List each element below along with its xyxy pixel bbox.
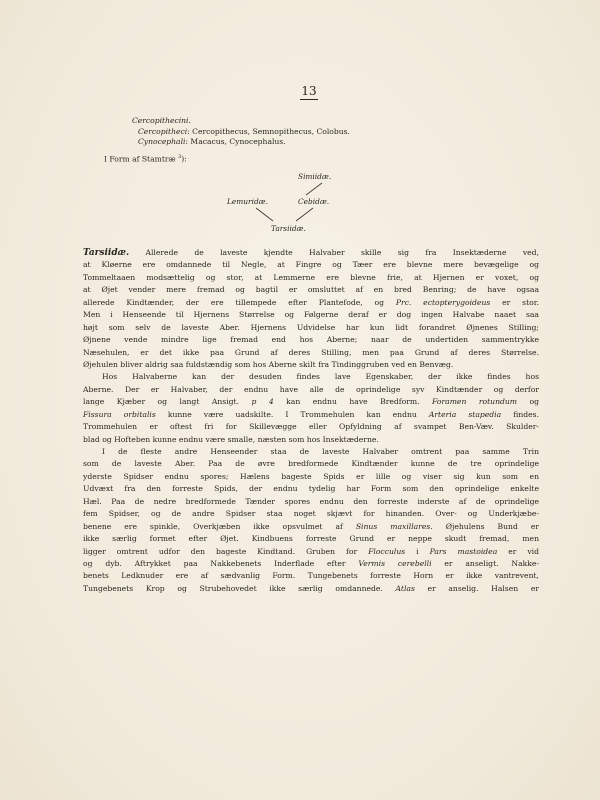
classification-group [132, 127, 350, 138]
text-line [83, 421, 539, 433]
text-run: blad og Hofteben kunne endnu være smalle, næsten som hos Insektæderne. [83, 434, 379, 444]
text-run: findes. [501, 409, 540, 419]
text-run: Hos Halvaberne kan der desuden findes lave Egenskaber, der ikke findes hos [102, 372, 539, 382]
text-run: og [517, 397, 540, 407]
tree-intro-text: I Form af Stamtræ [104, 154, 176, 164]
text-line [83, 483, 539, 495]
text-line [83, 570, 539, 582]
text-line [83, 496, 539, 508]
text-line [83, 471, 539, 483]
text-run: og dyb. Aftrykket paa Nakkebenets Inderflade efter [83, 558, 359, 568]
text-run: Øjehulen bliver aldrig saa fuldstændig som hos Aberne skilt fra Tindinggruben ved en Benvæg. [83, 359, 454, 369]
classification-tribe: Cercopithecini. [132, 116, 191, 125]
text-line [83, 396, 539, 408]
text-line [83, 309, 539, 321]
text-line [83, 434, 539, 446]
latin-term: Sinus maxillares [355, 521, 431, 531]
text-line [83, 446, 539, 458]
group-members: : Cercopithecus, Semnopithecus, Colobus. [187, 126, 350, 136]
branch-lemuridae-tarsiidae [256, 208, 273, 221]
text-run: at Kløerne ere omdannede til Negle, at Fingre og Tæer ere blevne mere bevægelige og [83, 260, 539, 270]
branch-tarsiidae-cebidae [296, 208, 313, 221]
text-line [83, 558, 539, 570]
text-run: kunne være uadskilte. I Trommehulen kan endnu [155, 409, 429, 419]
text-run: yderste Spidser endnu spores; Hælens bageste Spids er lille og viser sig kun som en [83, 471, 539, 481]
latin-term: Prc. ectopterygoideus [395, 297, 491, 307]
text-line [83, 322, 539, 334]
classification-group [132, 137, 350, 148]
tree-intro-suffix: ): [181, 154, 187, 164]
text-line [83, 247, 539, 259]
text-run: Aberne. Der er Halvaber, der endnu have alle de oprindelige syv Kindtænder og derfor [83, 384, 539, 394]
text-line [83, 284, 539, 296]
text-run: er anseligt. Nakke- [431, 558, 540, 568]
text-line [83, 334, 539, 346]
text-line [83, 384, 539, 396]
tree-label-lemuridae: Lemuridæ. [227, 197, 268, 206]
page-number [0, 84, 600, 100]
classification-block [132, 116, 350, 148]
text-line [83, 533, 539, 545]
text-line [83, 458, 539, 470]
text-line [83, 297, 539, 309]
latin-term: Foramen rotundum [432, 397, 518, 407]
text-run: højt som selv de laveste Aber. Hjernens Udvidelse har kun lidt forandret Øjnenes Stilling; [83, 322, 539, 332]
tree-label-simiidae: Simiidæ. [298, 172, 332, 181]
text-run: kan endnu have Bredform. [273, 397, 432, 407]
text-run: er anselig. Halsen er [414, 583, 540, 593]
group-name: Cercopitheci [138, 126, 188, 136]
text-run: Udvæxt fra den forreste Spids, der endnu tydelig har Form som den oprindelige enkelte [83, 484, 539, 494]
text-run: er vid [497, 546, 539, 556]
text-line [83, 272, 539, 284]
body-text [83, 247, 539, 595]
tree-label-cebidae: Cebidæ. [298, 197, 330, 206]
text-run: allerede Kindtænder, der ere tillempede efter Plantefode, og [83, 297, 396, 307]
text-line [83, 371, 539, 383]
text-run: er stor. [490, 297, 540, 307]
latin-term: Flocculus [368, 546, 406, 556]
text-run: fem Spidser, og de andre Spidser staa noget skjævt for hinanden. Over- og Underkjæbe- [83, 509, 539, 519]
text-run: som de laveste Aber. Paa de øvre bredformede Kindtænder kunne de tre oprindelige [83, 459, 539, 469]
text-run: I de fleste andre Henseender staa de laveste Halvaber omtrent paa samme Trin [102, 447, 539, 456]
text-line [83, 347, 539, 359]
text-run: Men i Henseende til Hjernens Størrelse og Følgerne deraf er dog ingen Halvabe naaet saa [83, 310, 539, 320]
latin-term: Atlas [395, 583, 415, 593]
text-run: at Øjet vender mere fremad og bagtil er omsluttet af en bred Benring; de have ogsaa [83, 285, 539, 295]
text-run: Øjnene vende mindre lige fremad end hos Aberne; naar de undertiden sammentrykke [83, 335, 539, 345]
latin-term: Arteria stapedia [428, 409, 502, 419]
text-run: Tungebenets Krop og Strubehovedet ikke særlig omdannede. [83, 583, 396, 593]
section-lead: Tarsiidæ. [83, 248, 130, 258]
text-run: benets Ledknuder ere af sædvanlig Form. Tungebenets forreste Horn er ikke vantrevent, [83, 571, 539, 581]
text-run: Tommeltaaen modsættelig og stor, at Lemmerne ere blevne frie, at Hjernen er voxet, og [83, 272, 539, 282]
text-run: i [405, 546, 430, 556]
text-run: Næsehulen, er det ikke paa Grund af deres Stilling, men paa Grund af deres Størrelse. [83, 347, 539, 357]
text-run: Allerede de laveste kjendte Halvaber skille sig fra Insektæderne ved, [129, 248, 539, 257]
text-run: lange Kjæber og langt Ansigt. [83, 397, 252, 407]
page-number-text: 13 [301, 84, 317, 98]
text-run: ikke særlig formet efter Øjet. Kindbuens forreste Grund er neppe skudt fremad, men [83, 534, 539, 544]
group-members: : Macacus, Cynocephalus. [185, 137, 286, 147]
latin-term: Pars mastoidea [429, 546, 498, 556]
branch-cebidae-simiidae [306, 183, 322, 195]
latin-term: Fissura orbitalis [83, 409, 156, 419]
text-run: benene ere spinkle, Overkjæben ikke opsvulmet af [83, 521, 356, 531]
text-run: . Øjehulens Bund er [430, 521, 539, 531]
text-line [83, 409, 539, 421]
text-line [83, 583, 539, 595]
text-line [83, 521, 539, 533]
tree-label-tarsiidae: Tarsiidæ. [271, 224, 306, 233]
footnote-marker: 3 [178, 154, 182, 160]
group-name: Cynocephali [138, 137, 186, 147]
text-line [83, 359, 539, 371]
text-run: ligger omtrent udfor den bageste Kindtand. Gruben for [83, 546, 369, 556]
latin-term: p 4 [251, 397, 274, 407]
text-line [83, 259, 539, 271]
text-line [83, 546, 539, 558]
text-run: Trommehulen er oftest fri for Skillevægge eller Opfyldning af svampet Ben-Væv. Skulder- [83, 422, 539, 432]
tree-intro [104, 152, 187, 165]
text-line [83, 508, 539, 520]
text-run: Hæl. Paa de nedre bredformede Tænder spores endnu den forreste inderste af de oprindelige [83, 496, 539, 506]
latin-term: Vermis cerebelli [358, 558, 432, 568]
